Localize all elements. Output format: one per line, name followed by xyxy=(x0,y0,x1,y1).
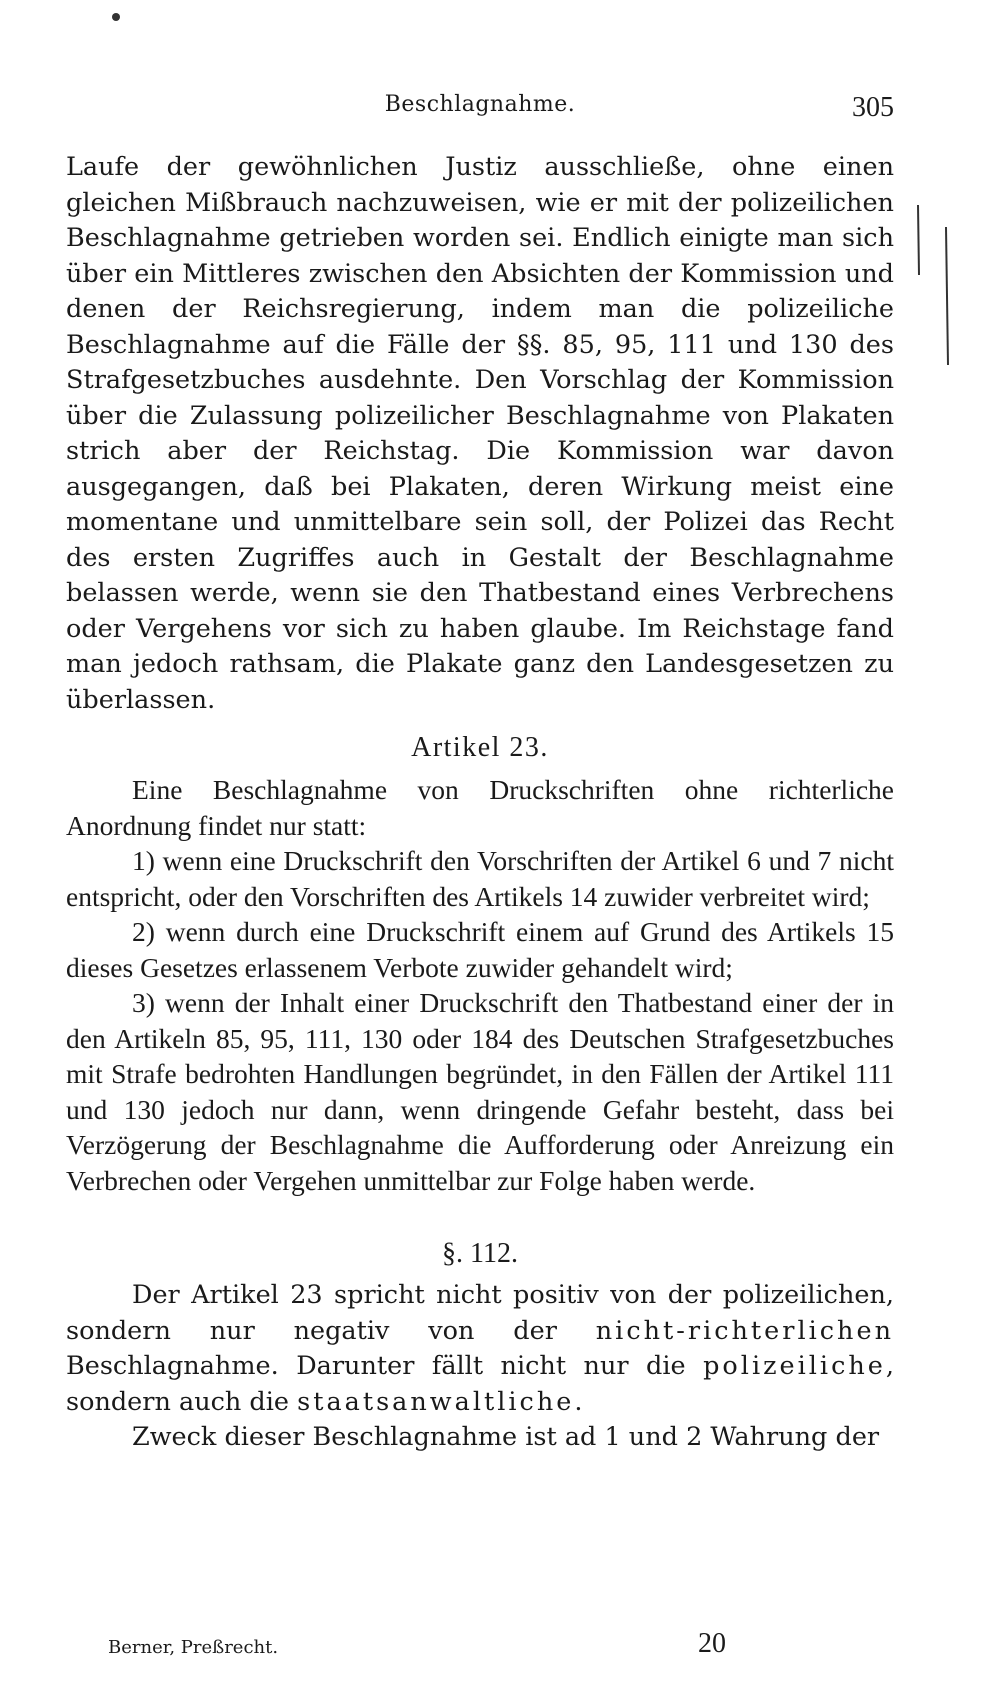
margin-pencil-mark xyxy=(916,205,956,375)
spaced-term-nicht-richterlichen: nicht-richterlichen xyxy=(595,1315,894,1346)
article-item-3: 3) wenn der Inhalt einer Druckschrift den Thatbestand einer der in den Artikeln 85, 95, 111, 130 oder 184 des Deutschen Strafgesetzbuches mit Strafe bedrohten Handlungen begründet, in den Fällen der Artikel 111 und 130 jedoch nur dann, wenn dringende Gefahr besteht, dass bei Verzögerung der Beschlagnahme die Aufforderung oder Anreizung ein Verbrechen oder Vergehen unmittelbar zur Folge haben werde. xyxy=(66,987,894,1196)
text-run: Beschlagnahme. Darunter fällt nicht nur die xyxy=(66,1351,704,1381)
ink-dot xyxy=(112,13,120,21)
section-paragraph xyxy=(66,1278,894,1420)
page-number: 305 xyxy=(852,92,894,123)
page-header xyxy=(66,92,894,132)
section-heading: §. 112. xyxy=(442,1238,518,1269)
section-paragraph-2: Zweck dieser Beschlagnahme ist ad 1 und 2 Wahrung der xyxy=(132,1422,880,1452)
body-text xyxy=(66,150,894,1456)
article-item-2: 2) wenn durch eine Druckschrift einem auf Grund des Artikels 15 dieses Gesetzes erlassenem Verbote zuwider gehandelt wird; xyxy=(66,916,894,983)
text-run: , sondern auch die xyxy=(66,1351,894,1417)
footer-author-title: Berner, Preßrecht. xyxy=(108,1637,279,1658)
sheet-signature: 20 xyxy=(698,1628,726,1659)
text-run: Der Artikel 23 spricht nicht positiv von der polizeilichen, sondern nur negativ von der xyxy=(66,1280,894,1346)
page-footer xyxy=(108,1624,894,1658)
article-item-1: 1) wenn eine Druckschrift den Vorschriften der Artikel 6 und 7 nicht entspricht, oder den Vorschriften des Artikels 14 zuwider verbreitet wird; xyxy=(66,845,894,912)
spaced-term-polizeiliche: polizeiliche xyxy=(703,1351,886,1381)
article-heading: Artikel 23. xyxy=(411,732,549,763)
article-intro: Eine Beschlagnahme von Druckschriften ohne richterliche Anordnung findet nur statt: xyxy=(66,774,894,841)
text-run: . xyxy=(574,1386,583,1417)
spaced-term-staatsanwaltliche: staatsanwaltliche xyxy=(297,1386,575,1417)
running-head: Beschlagnahme. xyxy=(384,92,576,117)
paragraph-continued: Laufe der gewöhnlichen Justiz ausschließe, ohne einen gleichen Mißbrauch nachzuweisen, wie er mit der polizeilichen Beschlagnahme getrieben worden sei. Endlich einigte man sich über ein Mittleres zwischen den Absichten der Kommission und denen der Reichsregierung, indem man die polizeiliche Beschlagnahme auf die Fälle der §§. 85, 95, 111 und 130 des Strafgesetzbuches ausdehnte. Den Vorschlag der Kommission über die Zulassung polizeilicher Beschlagnahme von Plakaten strich aber der Reichstag. Die Kommission war davon ausgegangen, daß bei Plakaten, deren Wirkung meist eine momentane und unmittelbare sein soll, der Polizei das Recht des ersten Zugriffes auch in Gestalt der Beschlagnahme belassen werde, wenn sie den Thatbestand eines Verbrechens oder Vergehens vor sich zu haben glaube. Im Reichstage fand man jedoch rathsam, die Plakate ganz den Landesgesetzen zu überlassen. xyxy=(66,152,894,715)
